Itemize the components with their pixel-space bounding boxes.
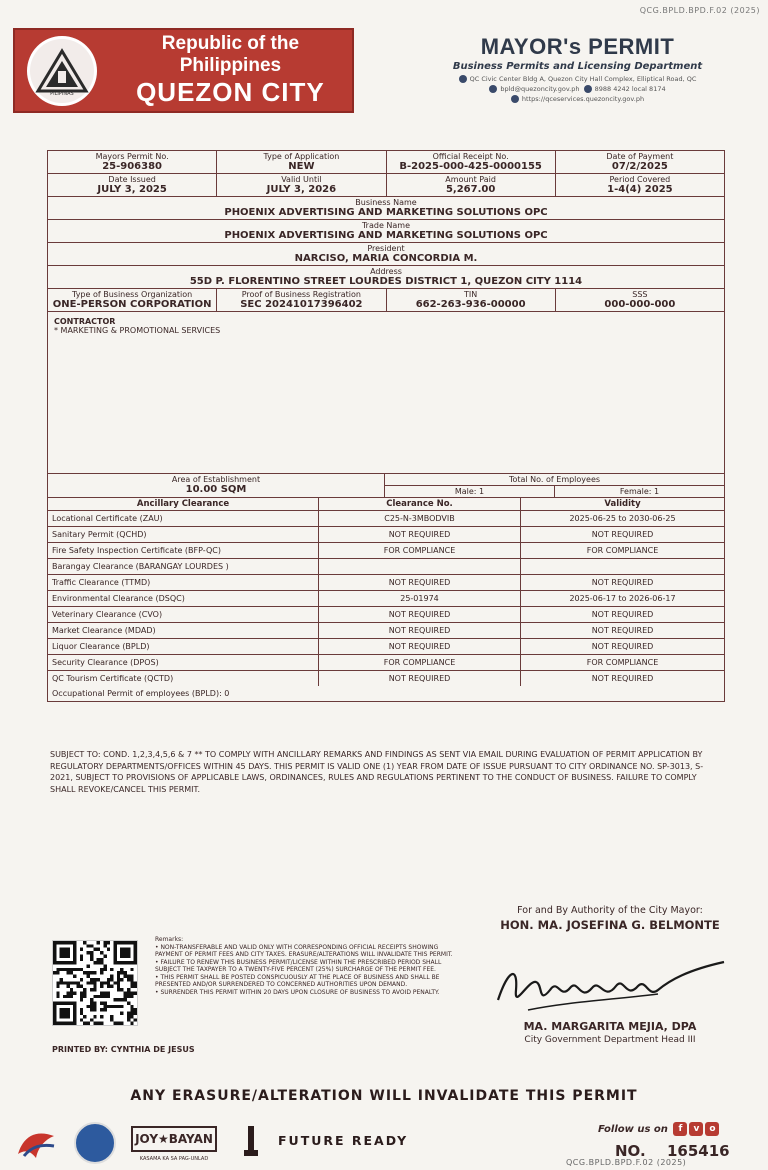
facebook-icon: f: [673, 1122, 687, 1136]
area-value: 10.00 SQM: [185, 484, 247, 495]
clearance-validity: NOT REQUIRED: [591, 530, 654, 539]
clearance-validity: 2025-06-17 to 2026-06-17: [569, 594, 676, 603]
clearance-number: 25-01974: [319, 591, 521, 606]
trade-name: PHOENIX ADVERTISING AND MARKETING SOLUTIONS OPC: [224, 230, 548, 241]
clearance-name: Barangay Clearance (BARANGAY LOURDES ): [48, 559, 319, 574]
clearance-number: NOT REQUIRED: [319, 575, 521, 590]
sss-value: 000-000-000: [604, 299, 676, 310]
contact-address: QC Civic Center Bldg A, Quezon City Hall Complex, Elliptical Road, QC: [469, 75, 697, 83]
clearance-name: Sanitary Permit (QCHD): [48, 527, 319, 542]
clearance-no-header: Clearance No.: [319, 498, 521, 510]
clearance-validity: FOR COMPLIANCE: [586, 546, 659, 555]
period-label: Period Covered: [609, 175, 671, 184]
joy-bayan-tagline: KASAMA KA SA PAG-UNLAD: [139, 1156, 209, 1162]
clearance-validity: NOT REQUIRED: [591, 610, 654, 619]
date-payment-label: Date of Payment: [606, 152, 674, 161]
female-count: Female: 1: [619, 487, 660, 496]
validity-header: Validity: [604, 499, 641, 509]
president-name: NARCISO, MARIA CONCORDIA M.: [294, 253, 478, 264]
clearance-name: Traffic Clearance (TTMD): [48, 575, 319, 590]
male-count: Male: 1: [385, 486, 555, 497]
president-label: President: [367, 244, 405, 253]
clearance-row: [48, 655, 724, 671]
proof-label: Proof of Business Registration: [241, 290, 361, 299]
clearance-row: [48, 607, 724, 623]
control-no: 165416: [667, 1142, 730, 1160]
follow-label: Follow us on: [598, 1124, 668, 1135]
remark-item: • SURRENDER THIS PERMIT WITHIN 20 DAYS UPON CLOSURE OF BUSINESS TO AVOID PENALTY.: [155, 988, 440, 996]
clearance-name: Fire Safety Inspection Certificate (BFP-QC): [48, 543, 319, 558]
signer-block: [485, 1020, 735, 1045]
email-icon: [489, 85, 497, 93]
permit-no: 25-906380: [102, 161, 163, 172]
banner-republic: Republic of the Philippines: [161, 33, 300, 76]
amount-label: Amount Paid: [445, 175, 496, 184]
area-label: Area of Establishment: [171, 475, 261, 484]
or-no-label: Official Receipt No.: [432, 152, 509, 161]
period-covered: 1-4(4) 2025: [607, 184, 673, 195]
authority-block: [480, 905, 740, 932]
remarks-title: Remarks:: [155, 936, 184, 943]
city-hall-icon: [240, 1124, 262, 1158]
remark-item: • NON-TRANSFERABLE AND VALID ONLY WITH CORRESPONDING OFFICIAL RECEIPTS SHOWING PAYMENT OF PERMIT FEES AND CITY TAXES. ERASURE/ALTERATIONS WILL INVALIDATE THIS PERMIT.: [155, 943, 453, 958]
clearance-validity: NOT REQUIRED: [591, 674, 654, 683]
occupational-permit: Occupational Permit of employees (BPLD): 0: [52, 689, 230, 698]
clearance-row: [48, 575, 724, 591]
seal-text: PILIPINAS: [50, 90, 74, 97]
application-type-label: Type of Application: [263, 152, 340, 161]
joy-bayan-logo: JOY★BAYAN: [131, 1126, 217, 1152]
permit-conditions: SUBJECT TO: COND. 1,2,3,4,5,6 & 7 ** TO COMPLY WITH ANCILLARY REMARKS AND FINDINGS AS SENT VIA EMAIL DURING EVALUATION OF PERMIT APPLICATION BY REGULATORY DEPARTMENTS/OFFICES WITHIN 45 DAYS. THIS PERMIT IS VALID ONE (1) YEAR FROM DATE OF ISSUE PURSUANT TO CITY ORDINANCE NO. SP-3013, S-2021, SUBJECT TO PROVISIONS OF APPLICABLE LAWS, ORDINANCES, RULES AND REGULATIONS PERTINENT TO THE CONDUCT OF BUSINESS. FAILURE TO COMPLY SHALL REVOKE/CANCEL THIS PERMIT.: [50, 750, 704, 794]
remark-item: • THIS PERMIT SHALL BE POSTED CONSPICUOUSLY AT THE PLACE OF BUSINESS AND SHALL BE PRESENTED AND/OR SURRENDERED TO CONCERNED AUTHORITIES UPON DEMAND.: [155, 973, 440, 988]
clearance-row: [48, 511, 724, 527]
business-name: PHOENIX ADVERTISING AND MARKETING SOLUTIONS OPC: [224, 207, 548, 218]
clearance-name: Market Clearance (MDAD): [48, 623, 319, 638]
clearance-row: [48, 671, 724, 686]
mayor-name: HON. MA. JOSEFINA G. BELMONTE: [500, 918, 720, 932]
clearance-validity: [521, 559, 724, 574]
future-ready-slogan: FUTURE READY: [278, 1133, 409, 1148]
location-icon: [459, 75, 467, 83]
business-name-label: Business Name: [355, 198, 417, 207]
control-no-label: NO.: [615, 1142, 646, 1160]
clearance-number: NOT REQUIRED: [319, 527, 521, 542]
remarks-block: [155, 936, 467, 996]
qc-banner: [13, 28, 354, 113]
signer-name: MA. MARGARITA MEJIA, DPA: [523, 1020, 697, 1033]
tin-label: TIN: [464, 290, 478, 299]
follow-us: [598, 1122, 719, 1136]
bagong-pilipinas-logo-icon: [14, 1126, 58, 1162]
clearance-row: [48, 559, 724, 575]
contact-info: [405, 74, 750, 104]
form-code-bottom: QCG.BPLD.BPD.F.02 (2025): [566, 1158, 687, 1167]
clearance-validity: NOT REQUIRED: [591, 578, 654, 587]
org-type-label: Type of Business Organization: [72, 290, 193, 299]
phone-icon: [584, 85, 592, 93]
page-title: MAYOR's PERMIT: [480, 34, 675, 59]
clearance-name: Environmental Clearance (DSQC): [48, 591, 319, 606]
valid-until-label: Valid Until: [281, 175, 322, 184]
nature-item: * MARKETING & PROMOTIONAL SERVICES: [54, 326, 221, 335]
contact-website: https://qceservices.quezoncity.gov.ph: [521, 95, 645, 103]
clearance-number: NOT REQUIRED: [319, 623, 521, 638]
web-icon: [511, 95, 519, 103]
clearance-name: Security Clearance (DPOS): [48, 655, 319, 670]
instagram-icon: o: [705, 1122, 719, 1136]
qr-code: [52, 940, 138, 1026]
permit-no-label: Mayors Permit No.: [95, 152, 169, 161]
viber-icon: v: [689, 1122, 703, 1136]
employees-label: Total No. of Employees: [385, 474, 724, 486]
clearance-validity: NOT REQUIRED: [591, 626, 654, 635]
address-label: Address: [370, 267, 402, 276]
clearance-row: [48, 543, 724, 559]
permit-title-block: [405, 34, 750, 104]
form-code-top: QCG.BPLD.BPD.F.02 (2025): [639, 6, 760, 15]
clearance-number: FOR COMPLIANCE: [319, 655, 521, 670]
clearance-row: [48, 527, 724, 543]
clearance-number: [319, 559, 521, 574]
clearance-row: [48, 623, 724, 639]
qc-seal-icon: [27, 36, 97, 106]
clearance-number: NOT REQUIRED: [319, 671, 521, 686]
sss-label: SSS: [632, 290, 648, 299]
qc-globe-logo-icon: [74, 1122, 116, 1164]
date-issued: JULY 3, 2025: [97, 184, 167, 195]
date-issued-label: Date Issued: [108, 175, 156, 184]
department-name: Business Permits and Licensing Department: [452, 61, 703, 72]
tin-value: 662-263-936-00000: [415, 299, 526, 310]
clearance-name: Locational Certificate (ZAU): [48, 511, 319, 526]
signer-title: City Government Department Head III: [524, 1035, 696, 1045]
clearance-number: NOT REQUIRED: [319, 639, 521, 654]
clearance-row: [48, 639, 724, 655]
clearance-validity: 2025-06-25 to 2030-06-25: [569, 514, 676, 523]
date-payment: 07/2/2025: [611, 161, 668, 172]
proof-registration: SEC 20241017396402: [240, 299, 363, 310]
permit-details-table: [47, 150, 725, 702]
alteration-warning: ANY ERASURE/ALTERATION WILL INVALIDATE THIS PERMIT: [130, 1088, 638, 1104]
nature-heading: CONTRACTOR: [54, 317, 116, 326]
clearance-number: FOR COMPLIANCE: [319, 543, 521, 558]
clearance-name: Liquor Clearance (BPLD): [48, 639, 319, 654]
signature-image: [488, 950, 728, 1020]
clearance-number: C25-N-3MBODVIB: [319, 511, 521, 526]
clearance-header: Ancillary Clearance: [48, 498, 319, 510]
authority-line: For and By Authority of the City Mayor:: [517, 905, 703, 916]
clearance-validity: FOR COMPLIANCE: [586, 658, 659, 667]
contact-phone: 8988 4242 local 8174: [594, 85, 666, 93]
clearance-number: NOT REQUIRED: [319, 607, 521, 622]
trade-name-label: Trade Name: [361, 221, 411, 230]
contact-email: bpld@quezoncity.gov.ph: [500, 85, 580, 93]
org-type: ONE-PERSON CORPORATION: [52, 299, 212, 310]
footer: [0, 1118, 768, 1170]
remark-item: • FAILURE TO RENEW THIS BUSINESS PERMIT/LICENSE WITHIN THE PRESCRIBED PERIOD SHALL SUBJECT THE TAXPAYER TO A TWENTY-FIVE PERCENT (25%) SURCHARGE OF THE PERMIT FEE.: [155, 958, 442, 973]
business-nature: [48, 312, 724, 474]
application-type: NEW: [288, 161, 315, 172]
clearance-name: QC Tourism Certificate (QCTD): [48, 671, 319, 686]
amount-paid: 5,267.00: [445, 184, 496, 195]
valid-until: JULY 3, 2026: [266, 184, 337, 195]
banner-city: QUEZON CITY: [136, 77, 325, 107]
or-no: B-2025-000-425-0000155: [399, 161, 542, 172]
printed-by: PRINTED BY: CYNTHIA DE JESUS: [52, 1045, 195, 1054]
clearance-validity: NOT REQUIRED: [591, 642, 654, 651]
business-address: 55D P. FLORENTINO STREET LOURDES DISTRICT 1, QUEZON CITY 1114: [189, 276, 583, 287]
clearance-row: [48, 591, 724, 607]
clearance-name: Veterinary Clearance (CVO): [48, 607, 319, 622]
